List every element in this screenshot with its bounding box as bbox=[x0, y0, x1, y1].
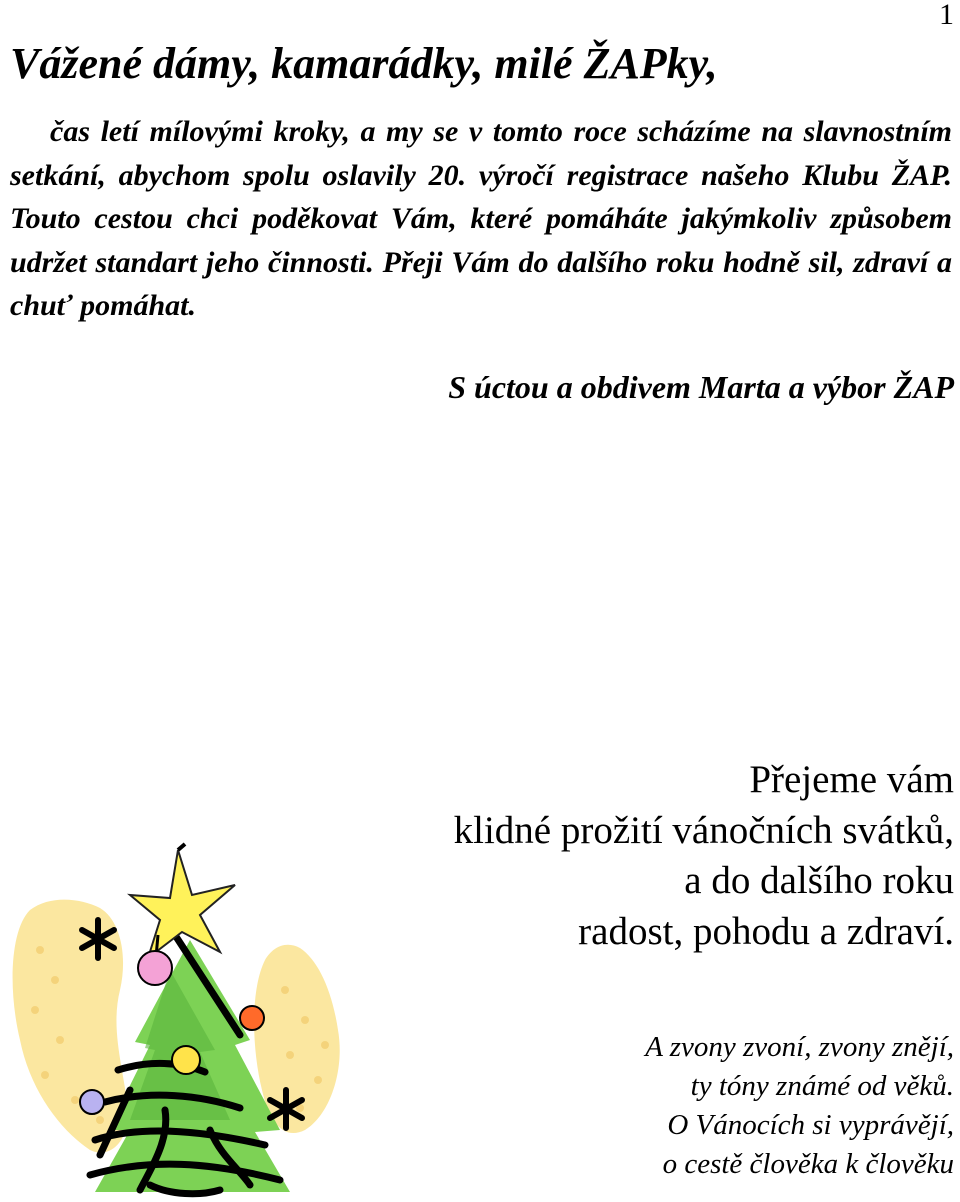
poem-line: O Vánocích si vyprávějí, bbox=[667, 1109, 954, 1141]
letter-body: čas letí mílovými kroky, a my se v tomto roce scházíme na slavnostním setkání, abychom spolu oslavily 20. výročí registrace našeho Klubu ŽAP. Touto cestou chci poděkovat Vám, které pomáháte jakýmkoliv způsobem udržet standart jeho činnosti. Přeji Vám do dalšího roku hodně sil, zdraví a chuť pomáhat. bbox=[10, 115, 952, 322]
christmas-tree-icon bbox=[0, 840, 360, 1202]
christmas-poem bbox=[645, 1028, 954, 1184]
holiday-wishes bbox=[454, 755, 954, 957]
poem-line: ty tóny známé od věků. bbox=[690, 1070, 954, 1102]
letter-greeting: Vážené dámy, kamarádky, milé ŽAPky, bbox=[10, 39, 718, 88]
wishes-line: klidné prožití vánočních svátků, bbox=[453, 808, 954, 852]
letter-signature: S úctou a obdivem Marta a výbor ŽAP bbox=[448, 369, 954, 405]
poem-line: o cestě člověka k člověku bbox=[662, 1148, 954, 1180]
wishes-line: Přejeme vám bbox=[749, 758, 954, 801]
poem-line: A zvony zvoní, zvony znějí, bbox=[645, 1031, 954, 1063]
wishes-line: radost, pohodu a zdraví. bbox=[578, 909, 954, 953]
wishes-line: a do dalšího roku bbox=[684, 859, 954, 902]
page-number: 1 bbox=[939, 0, 954, 31]
